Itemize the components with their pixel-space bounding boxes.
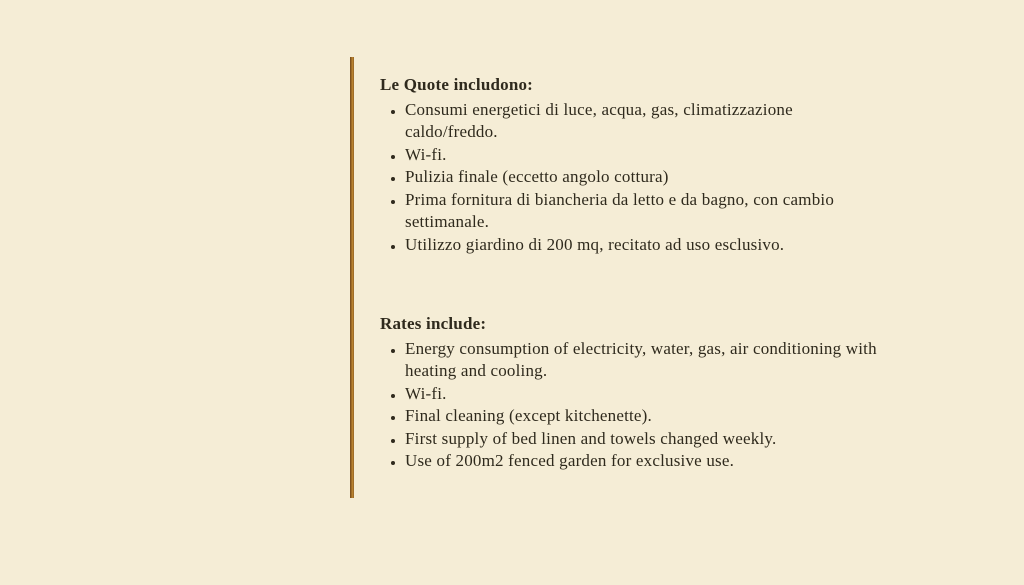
list-item: • Wi-fi. [405, 383, 889, 406]
section-italian [380, 74, 892, 256]
list-item: • Use of 200m2 fenced garden for exclusive use. [405, 450, 889, 473]
section-english [380, 313, 892, 473]
includes-list-italian [380, 99, 892, 257]
list-item: • Wi-fi. [405, 144, 889, 167]
list-item: • Pulizia finale (eccetto angolo cottura) [405, 166, 889, 189]
list-item: • Energy consumption of electricity, water, gas, air conditioning with heating and cooling. [405, 338, 889, 383]
list-item: • First supply of bed linen and towels changed weekly. [405, 428, 889, 451]
section-heading-italian: Le Quote includono: [380, 75, 534, 94]
list-item: • Prima fornitura di biancheria da letto e da bagno, con cambio settimanale. [405, 189, 889, 234]
includes-list-english [380, 338, 892, 473]
list-item: • Utilizzo giardino di 200 mq, recitato ad uso esclusivo. [405, 234, 889, 257]
section-heading-english: Rates include: [380, 314, 487, 333]
content-column [380, 74, 892, 473]
vertical-accent-bar [350, 57, 354, 498]
list-item: • Final cleaning (except kitchenette). [405, 405, 889, 428]
list-item: • Consumi energetici di luce, acqua, gas, climatizzazione caldo/freddo. [405, 99, 889, 144]
